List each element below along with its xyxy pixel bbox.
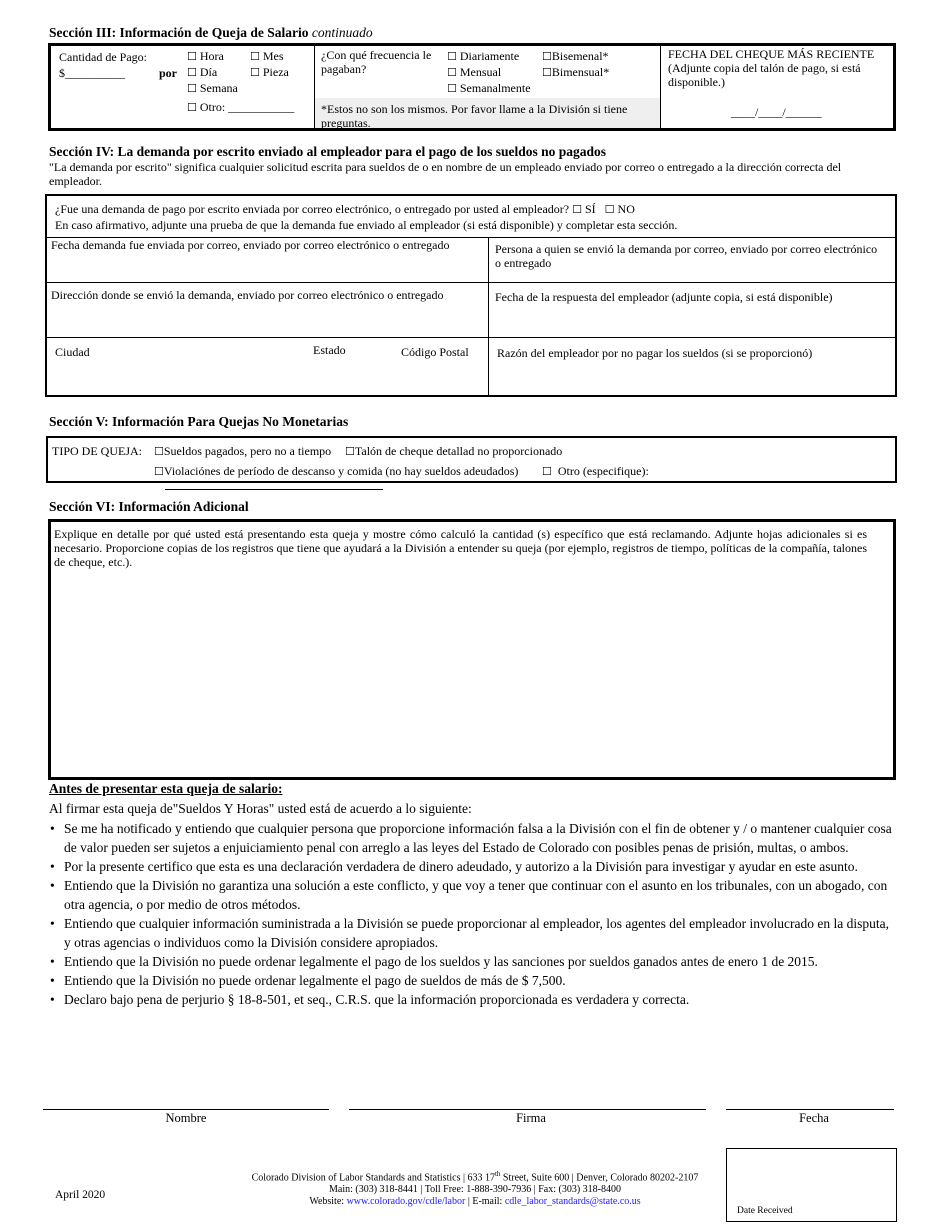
before-title: Antes de presentar esta queja de salario: xyxy=(49,781,283,796)
list-item: • Se me ha notificado y entiendo que cualquier persona que proporcione información falsa a la División con el fin de obtener y / o mantener cualquier cosa de valor pueden ser sujetos a enjuiciamiento penal con arreglo a las leyes del Estado de Colorado con posibles penas de prisión, multas, o ambos. xyxy=(49,819,895,857)
signature-line[interactable] xyxy=(349,1109,706,1110)
no-option[interactable]: NO xyxy=(617,202,635,216)
section5-box xyxy=(46,436,897,483)
complaint-option-other[interactable]: ☐ Otro (especifique): xyxy=(542,464,649,478)
date-sent-field[interactable]: Fecha demanda fue enviada por correo, enviado por correo electrónico o entregado xyxy=(51,238,450,252)
checkbox-icon[interactable]: ☐ xyxy=(187,50,197,63)
section3-table xyxy=(48,43,896,131)
website-link[interactable]: www.colorado.gov/cdle/labor xyxy=(346,1196,466,1208)
check-date-field[interactable]: ____/____/______ xyxy=(731,105,822,119)
revision-date: April 2020 xyxy=(55,1189,106,1201)
por-label: por xyxy=(159,66,177,80)
checkbox-icon[interactable]: ☐ xyxy=(542,465,552,478)
before-intro: Al firmar esta queja de"Sueldos Y Horas" usted está de acuerdo a lo siguiente: xyxy=(49,801,472,816)
period-option-hora[interactable]: ☐ Hora xyxy=(187,49,224,63)
city-field[interactable]: Ciudad xyxy=(55,345,90,359)
continued-label: continuado xyxy=(311,25,373,40)
checkbox-icon[interactable]: ☐ xyxy=(572,203,582,216)
checkbox-icon[interactable]: ☐ xyxy=(187,101,197,114)
yes-option[interactable]: SÍ xyxy=(585,202,596,216)
state-field[interactable]: Estado xyxy=(313,343,346,357)
complaint-option-breaks[interactable]: ☐Violaciónes de período de descanso y comida (no hay sueldos adeudados) xyxy=(154,464,519,478)
demand-instruction: En caso afirmativo, adjunte una prueba de que la demanda fue enviado al empleador (si está disponible) y completar esta sección. xyxy=(55,218,678,232)
complaint-option-stub[interactable]: ☐Talón de cheque detallad no proporcionado xyxy=(345,444,563,458)
period-option-mes[interactable]: ☐ Mes xyxy=(250,49,284,63)
date-received-box xyxy=(726,1148,897,1222)
date-received-label: Date Received xyxy=(737,1206,793,1216)
checkbox-icon[interactable]: ☐ xyxy=(154,465,164,478)
person-sent-field[interactable]: Persona a quien se envió la demanda por correo, enviado por correo electrónico o entregado xyxy=(495,242,878,270)
section4-table xyxy=(45,194,897,397)
list-item: • Entiendo que cualquier información suministrada a la División se puede proporcionar al empleador, los agentes del empleador involucrado en la disputa, y otras agencias o individuos como la División considere apropiados. xyxy=(49,914,895,952)
name-line[interactable] xyxy=(43,1109,329,1110)
checkbox-icon[interactable]: ☐ xyxy=(187,82,197,95)
list-item: • Entiendo que la División no garantiza una solución a este conflicto, y que voy a tener que continuar con el asunto en los tribunales, con un abogado, con otra agencia, o por medio de otros métodos. xyxy=(49,876,895,914)
checkbox-icon[interactable]: ☐ xyxy=(447,82,457,95)
check-date-title: FECHA DEL CHEQUE MÁS RECIENTE xyxy=(668,47,875,61)
checkbox-icon[interactable]: ☐ xyxy=(542,50,552,63)
freq-option-bisemenal[interactable]: ☐Bisemenal* xyxy=(542,49,609,63)
check-date-note: (Adjunte copia del talón de pago, si está disponible.) xyxy=(668,61,861,89)
section3-title: Sección III: Información de Queja de Salario continuado xyxy=(49,25,373,40)
section6-title: Sección VI: Información Adicional xyxy=(49,499,249,514)
freq-option-mensual[interactable]: ☐ Mensual xyxy=(447,65,502,79)
footer-phones: Main: (303) 318-8441 | Toll Free: 1-888-390-7936 | Fax: (303) 318-8400 xyxy=(329,1184,621,1196)
other-specify-line[interactable] xyxy=(165,489,383,490)
zip-field[interactable]: Código Postal xyxy=(401,345,469,359)
list-item: • Declaro bajo pena de perjurio § 18-8-501, et seq., C.R.S. que la información proporcionada es verdadera y correcta. xyxy=(49,990,895,1009)
signature-label: Firma xyxy=(516,1111,546,1125)
freq-option-bimensual[interactable]: ☐Bimensual* xyxy=(542,65,610,79)
list-item: • Entiendo que la División no puede ordenar legalmente el pago de los sueldos y las sanciones por sueldos ganados antes de enero 1 de 2015. xyxy=(49,952,895,971)
demand-question: ¿Fue una demanda de pago por escrito enviada por correo electrónico, o entregado por usted al empleador? ☐ SÍ ☐ NO xyxy=(55,202,635,216)
list-item: • Por la presente certifico que esta es una declaración verdadera de dinero adeudado, y autorizo a la División para investigar y ayudar en este asunto. xyxy=(49,857,895,876)
section5-title: Sección V: Información Para Quejas No Monetarias xyxy=(49,414,349,429)
footer-web: Website: www.colorado.gov/cdle/labor | E-mail: cdle_labor_standards@state.co.us xyxy=(309,1196,641,1208)
reason-field[interactable]: Razón del empleador por no pagar los sueldos (si se proporcionó) xyxy=(497,346,813,360)
period-option-pieza[interactable]: ☐ Pieza xyxy=(250,65,289,79)
additional-info-instructions: Explique en detalle por qué usted está presentando esta queja y mostre cómo calculó la cantidad (s) específico que está reclamando. Adjunte hojas adicionales si es necesario. Proporcione copias de los registros que tiene que ayudará a la División a entender su queja (por ejemplo, registros de tiempo, políticas de la compañía, talones de cheque, etc.). xyxy=(54,527,867,569)
list-item: • Entiendo que la División no puede ordenar legalmente el pago de sueldos de más de $ 7,500. xyxy=(49,971,895,990)
frequency-note: *Estos no son los mismos. Por favor llame a la División si tiene preguntas. xyxy=(315,98,660,128)
checkbox-icon[interactable]: ☐ xyxy=(604,203,615,216)
complaint-option-late[interactable]: ☐Sueldos pagados, pero no a tiempo xyxy=(154,444,332,458)
pay-amount-field[interactable]: $__________ xyxy=(59,66,125,80)
checkbox-icon[interactable]: ☐ xyxy=(542,66,552,79)
name-label: Nombre xyxy=(165,1111,207,1125)
agreement-list xyxy=(49,819,895,1009)
freq-option-diariamente[interactable]: ☐ Diariamente xyxy=(447,49,520,63)
response-date-field[interactable]: Fecha de la respuesta del empleador (adjunte copia, si está disponible) xyxy=(495,290,833,304)
period-option-semana[interactable]: ☐ Semana xyxy=(187,81,238,95)
checkbox-icon[interactable]: ☐ xyxy=(187,66,197,79)
checkbox-icon[interactable]: ☐ xyxy=(250,50,260,63)
email-link[interactable]: cdle_labor_standards@state.co.us xyxy=(504,1196,641,1208)
address-sent-field[interactable]: Dirección donde se envió la demanda, enviado por correo electrónico o entregado xyxy=(51,288,444,302)
checkbox-icon[interactable]: ☐ xyxy=(447,50,457,63)
complaint-type-label: TIPO DE QUEJA: xyxy=(52,444,142,458)
footer-address: Colorado Division of Labor Standards and Statistics | 633 17th Street, Suite 600 | Denver, Colorado 80202-2107 xyxy=(251,1170,699,1184)
checkbox-icon[interactable]: ☐ xyxy=(447,66,457,79)
additional-info-box[interactable] xyxy=(48,519,896,780)
footer-contact xyxy=(200,1168,750,1208)
checkbox-icon[interactable]: ☐ xyxy=(250,66,260,79)
frequency-question: ¿Con qué frecuencia le pagaban? xyxy=(321,48,432,76)
checkbox-icon[interactable]: ☐ xyxy=(345,445,355,458)
checkbox-icon[interactable]: ☐ xyxy=(154,445,164,458)
period-option-dia[interactable]: ☐ Día xyxy=(187,65,218,79)
period-option-other[interactable]: ☐ Otro: ___________ xyxy=(187,100,295,114)
freq-option-semanalmente[interactable]: ☐ Semanalmente xyxy=(447,81,531,95)
section4-definition: "La demanda por escrito" significa cualquier solicitud escrita para sueldos de o en nombre de un empleado enviado por correo o entregado a la dirección correcta del empleador. xyxy=(49,160,842,188)
date-line[interactable] xyxy=(726,1109,894,1110)
pay-amount-label: Cantidad de Pago: xyxy=(59,50,147,64)
section4-title: Sección IV: La demanda por escrito enviado al empleador para el pago de los sueldos no pagados xyxy=(49,144,607,159)
date-label: Fecha xyxy=(799,1111,829,1125)
